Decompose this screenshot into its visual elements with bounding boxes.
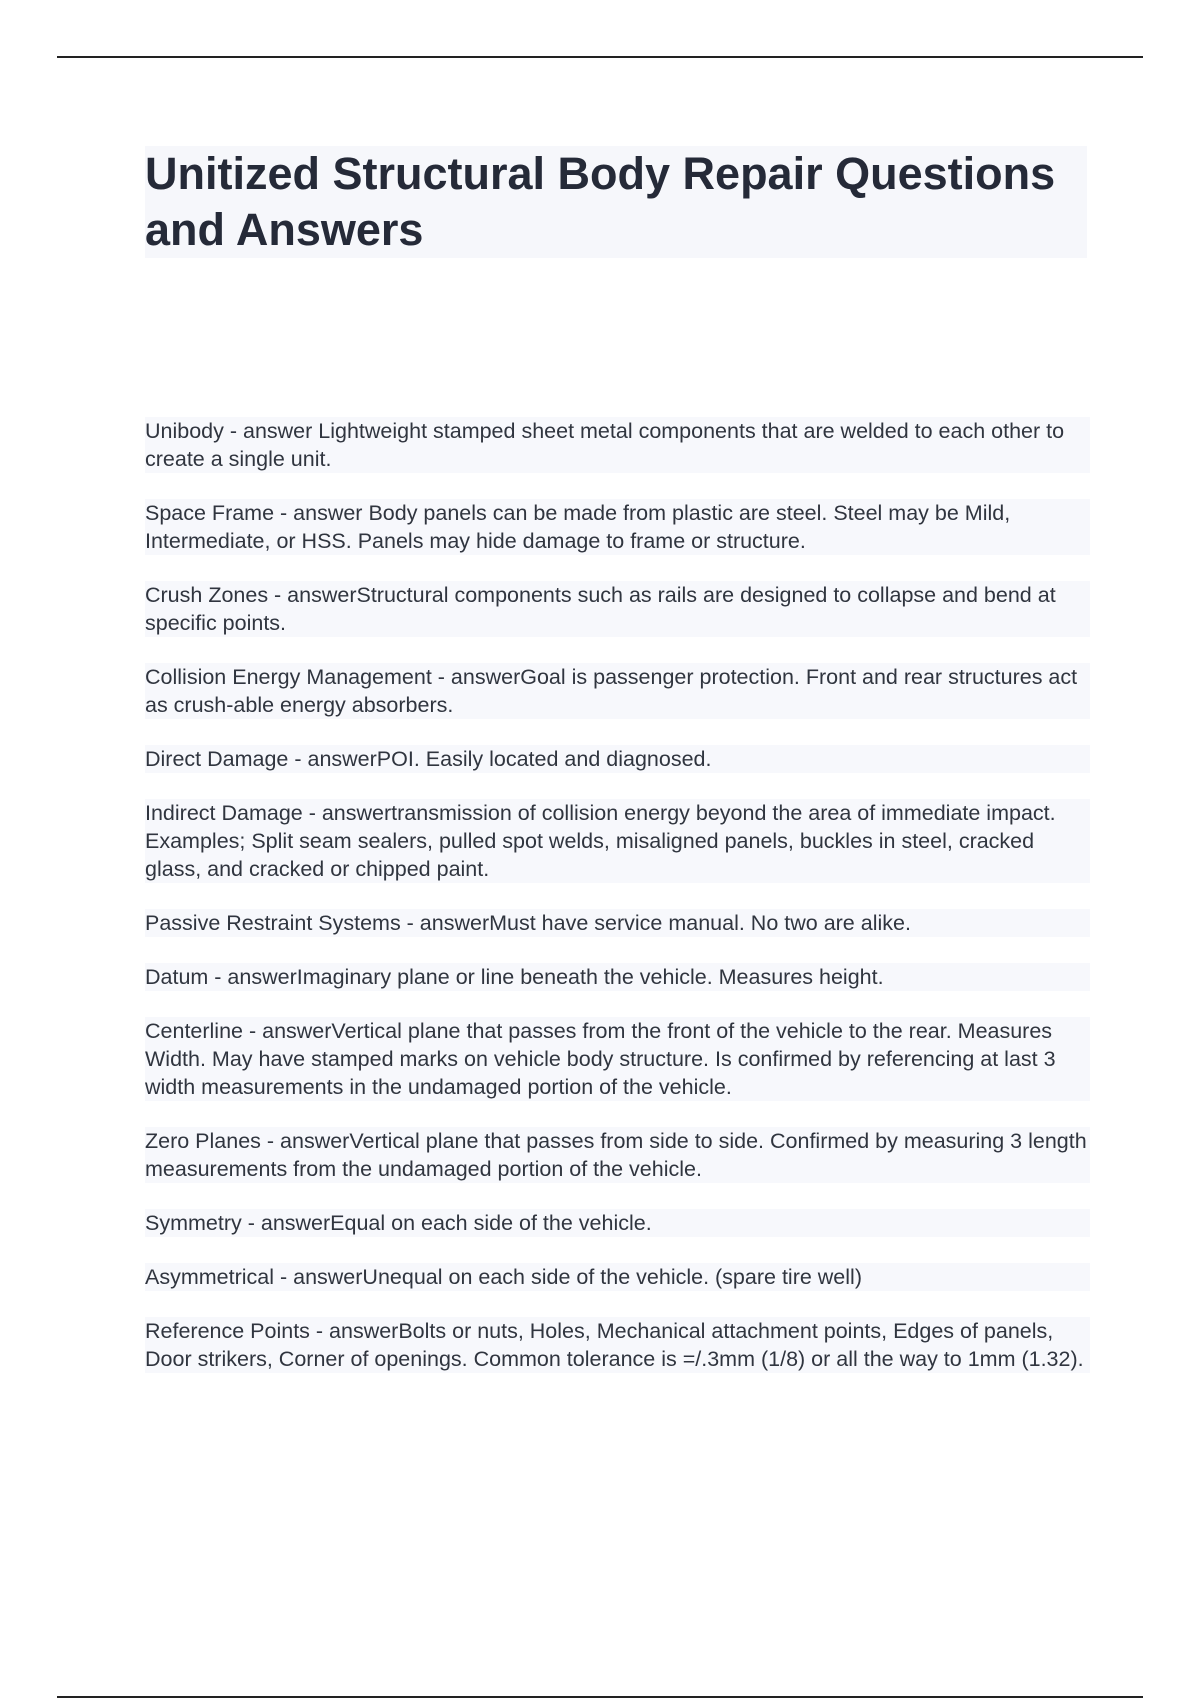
qa-item-centerline: Centerline - answerVertical plane that passes from the front of the vehicle to the rear. Measures Width. May have stamped marks on vehicle body structure. Is confirmed by referencing at last 3 width measurements in the undamaged portion of the vehicle. bbox=[145, 1017, 1090, 1101]
qa-item-space-frame: Space Frame - answer Body panels can be made from plastic are steel. Steel may be Mild, Intermediate, or HSS. Panels may hide damage to frame or structure. bbox=[145, 499, 1090, 555]
qa-item-collision-energy-management: Collision Energy Management - answerGoal is passenger protection. Front and rear structures act as crush-able energy absorbers. bbox=[145, 663, 1090, 719]
qa-item-direct-damage: Direct Damage - answerPOI. Easily located and diagnosed. bbox=[145, 745, 1090, 773]
qa-item-datum: Datum - answerImaginary plane or line beneath the vehicle. Measures height. bbox=[145, 963, 1090, 991]
qa-item-reference-points: Reference Points - answerBolts or nuts, Holes, Mechanical attachment points, Edges of panels, Door strikers, Corner of openings. Common tolerance is =/.3mm (1/8) or all the way to 1mm (1.32). bbox=[145, 1317, 1090, 1373]
document-title: Unitized Structural Body Repair Questions and Answers bbox=[145, 148, 1056, 255]
qa-item-zero-planes: Zero Planes - answerVertical plane that passes from side to side. Confirmed by measuring 3 length measurements from the undamaged portion of the vehicle. bbox=[145, 1127, 1090, 1183]
bottom-rule bbox=[57, 1696, 1143, 1698]
qa-item-unibody: Unibody - answer Lightweight stamped sheet metal components that are welded to each other to create a single unit. bbox=[145, 417, 1090, 473]
qa-item-symmetry: Symmetry - answerEqual on each side of the vehicle. bbox=[145, 1209, 1090, 1237]
top-rule bbox=[57, 56, 1143, 58]
qa-item-passive-restraint-systems: Passive Restraint Systems - answerMust have service manual. No two are alike. bbox=[145, 909, 1090, 937]
qa-item-indirect-damage: Indirect Damage - answertransmission of collision energy beyond the area of immediate impact. Examples; Split seam sealers, pulled spot welds, misaligned panels, buckles in steel, cracked glass, and cracked or chipped paint. bbox=[145, 799, 1090, 883]
qa-item-asymmetrical: Asymmetrical - answerUnequal on each side of the vehicle. (spare tire well) bbox=[145, 1263, 1090, 1291]
title-block bbox=[145, 146, 1087, 258]
qa-list bbox=[145, 395, 1090, 1399]
qa-item-crush-zones: Crush Zones - answerStructural components such as rails are designed to collapse and bend at specific points. bbox=[145, 581, 1090, 637]
